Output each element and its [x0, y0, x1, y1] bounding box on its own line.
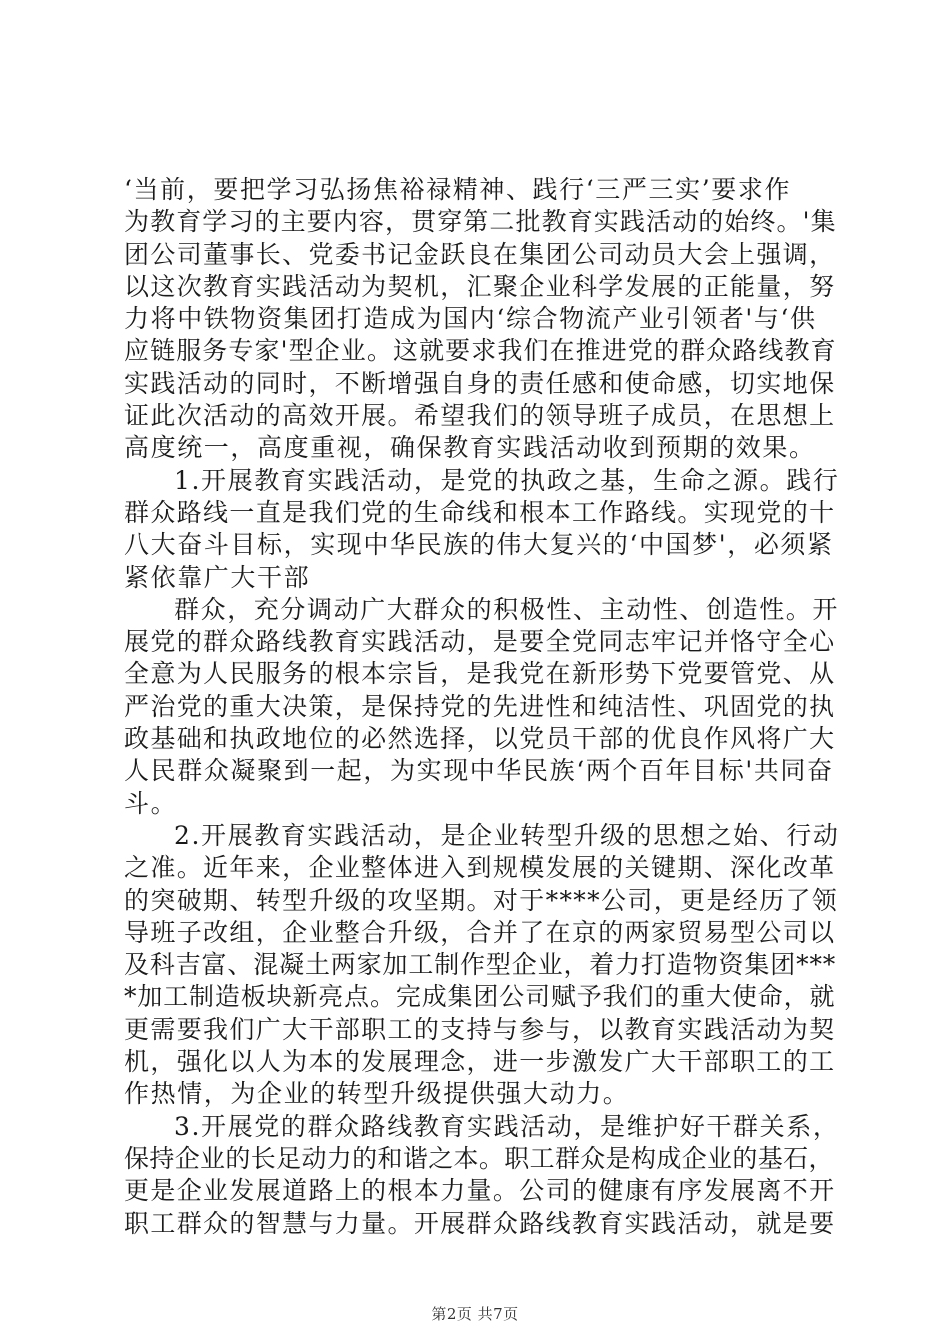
text-line: 团公司董事长、党委书记金跃良在集团公司动员大会上强调，	[124, 239, 836, 269]
text-line: 斗。	[124, 788, 178, 818]
text-line: 八大奋斗目标，实现中华民族的伟大复兴的‘中国梦'，必须紧	[124, 530, 834, 560]
text-line: 群众，充分调动广大群众的积极性、主动性、创造性。开	[174, 594, 840, 624]
text-line: 全意为人民服务的根本宗旨，是我党在新形势下党要管党、从	[124, 659, 836, 689]
text-line: 及科吉富、混凝土两家加工制作型企业，着力打造物资集团***	[124, 950, 837, 980]
text-line: 导班子改组，企业整合升级，合并了在京的两家贸易型公司以	[124, 917, 836, 947]
text-line: 证此次活动的高效开展。希望我们的领导班子成员，在思想上	[124, 401, 836, 431]
text-line: 人民群众凝聚到一起，为实现中华民族‘两个百年目标'共同奋	[124, 756, 834, 786]
text-line: 以这次教育实践活动为契机，汇聚企业科学发展的正能量，努	[124, 271, 836, 301]
text-line: 实践活动的同时，不断增强自身的责任感和使命感，切实地保	[124, 368, 836, 398]
text-line: 1.开展教育实践活动，是党的执政之基，生命之源。践行	[174, 465, 840, 495]
text-line: 作热情，为企业的转型升级提供强大动力。	[124, 1079, 630, 1109]
text-line: 职工群众的智慧与力量。开展群众路线教育实践活动，就是要	[124, 1208, 836, 1238]
text-line: 政基础和执政地位的必然选择，以党员干部的优良作风将广大	[124, 724, 836, 754]
text-line: 高度统一，高度重视，确保教育实践活动收到预期的效果。	[124, 433, 816, 463]
text-line: 之准。近年来，企业整体进入到规模发展的关键期、深化改革	[124, 853, 836, 883]
text-line: 为教育学习的主要内容，贯穿第二批教育实践活动的始终。'集	[124, 207, 837, 237]
text-line: 机，强化以人为本的发展理念，进一步激发广大干部职工的工	[124, 1047, 836, 1077]
text-line: 更需要我们广大干部职工的支持与参与，以教育实践活动为契	[124, 1014, 836, 1044]
text-line: 更是企业发展道路上的根本力量。公司的健康有序发展离不开	[124, 1176, 836, 1206]
document-body	[124, 174, 840, 1240]
text-line: *加工制造板块新亮点。完成集团公司赋予我们的重大使命，就	[124, 982, 836, 1012]
text-line: 应链服务专家'型企业。这就要求我们在推进党的群众路线教育	[124, 336, 837, 366]
text-line: 群众路线一直是我们党的生命线和根本工作路线。实现党的十	[124, 497, 836, 527]
text-line: 保持企业的长足动力的和谐之本。职工群众是构成企业的基石，	[124, 1143, 834, 1173]
text-line: 的突破期、转型升级的攻坚期。对于****公司，更是经历了领	[124, 885, 839, 915]
text-line: ‘当前，要把学习弘扬焦裕禄精神、践行‘三严三实’要求作	[124, 175, 792, 204]
text-line: 严治党的重大决策，是保持党的先进性和纯洁性、巩固党的执	[124, 691, 836, 721]
text-line: 2.开展教育实践活动，是企业转型升级的思想之始、行动	[174, 820, 840, 850]
text-line: 展党的群众路线教育实践活动，是要全党同志牢记并恪守全心	[124, 627, 836, 657]
text-line: 3.开展党的群众路线教育实践活动，是维护好干群关系，	[174, 1111, 840, 1141]
text-line: 紧依靠广大干部	[124, 562, 311, 592]
page-footer: 第2页 共7页	[431, 1305, 519, 1323]
text-line: 力将中铁物资集团打造成为国内‘综合物流产业引领者'与‘供	[124, 304, 817, 334]
